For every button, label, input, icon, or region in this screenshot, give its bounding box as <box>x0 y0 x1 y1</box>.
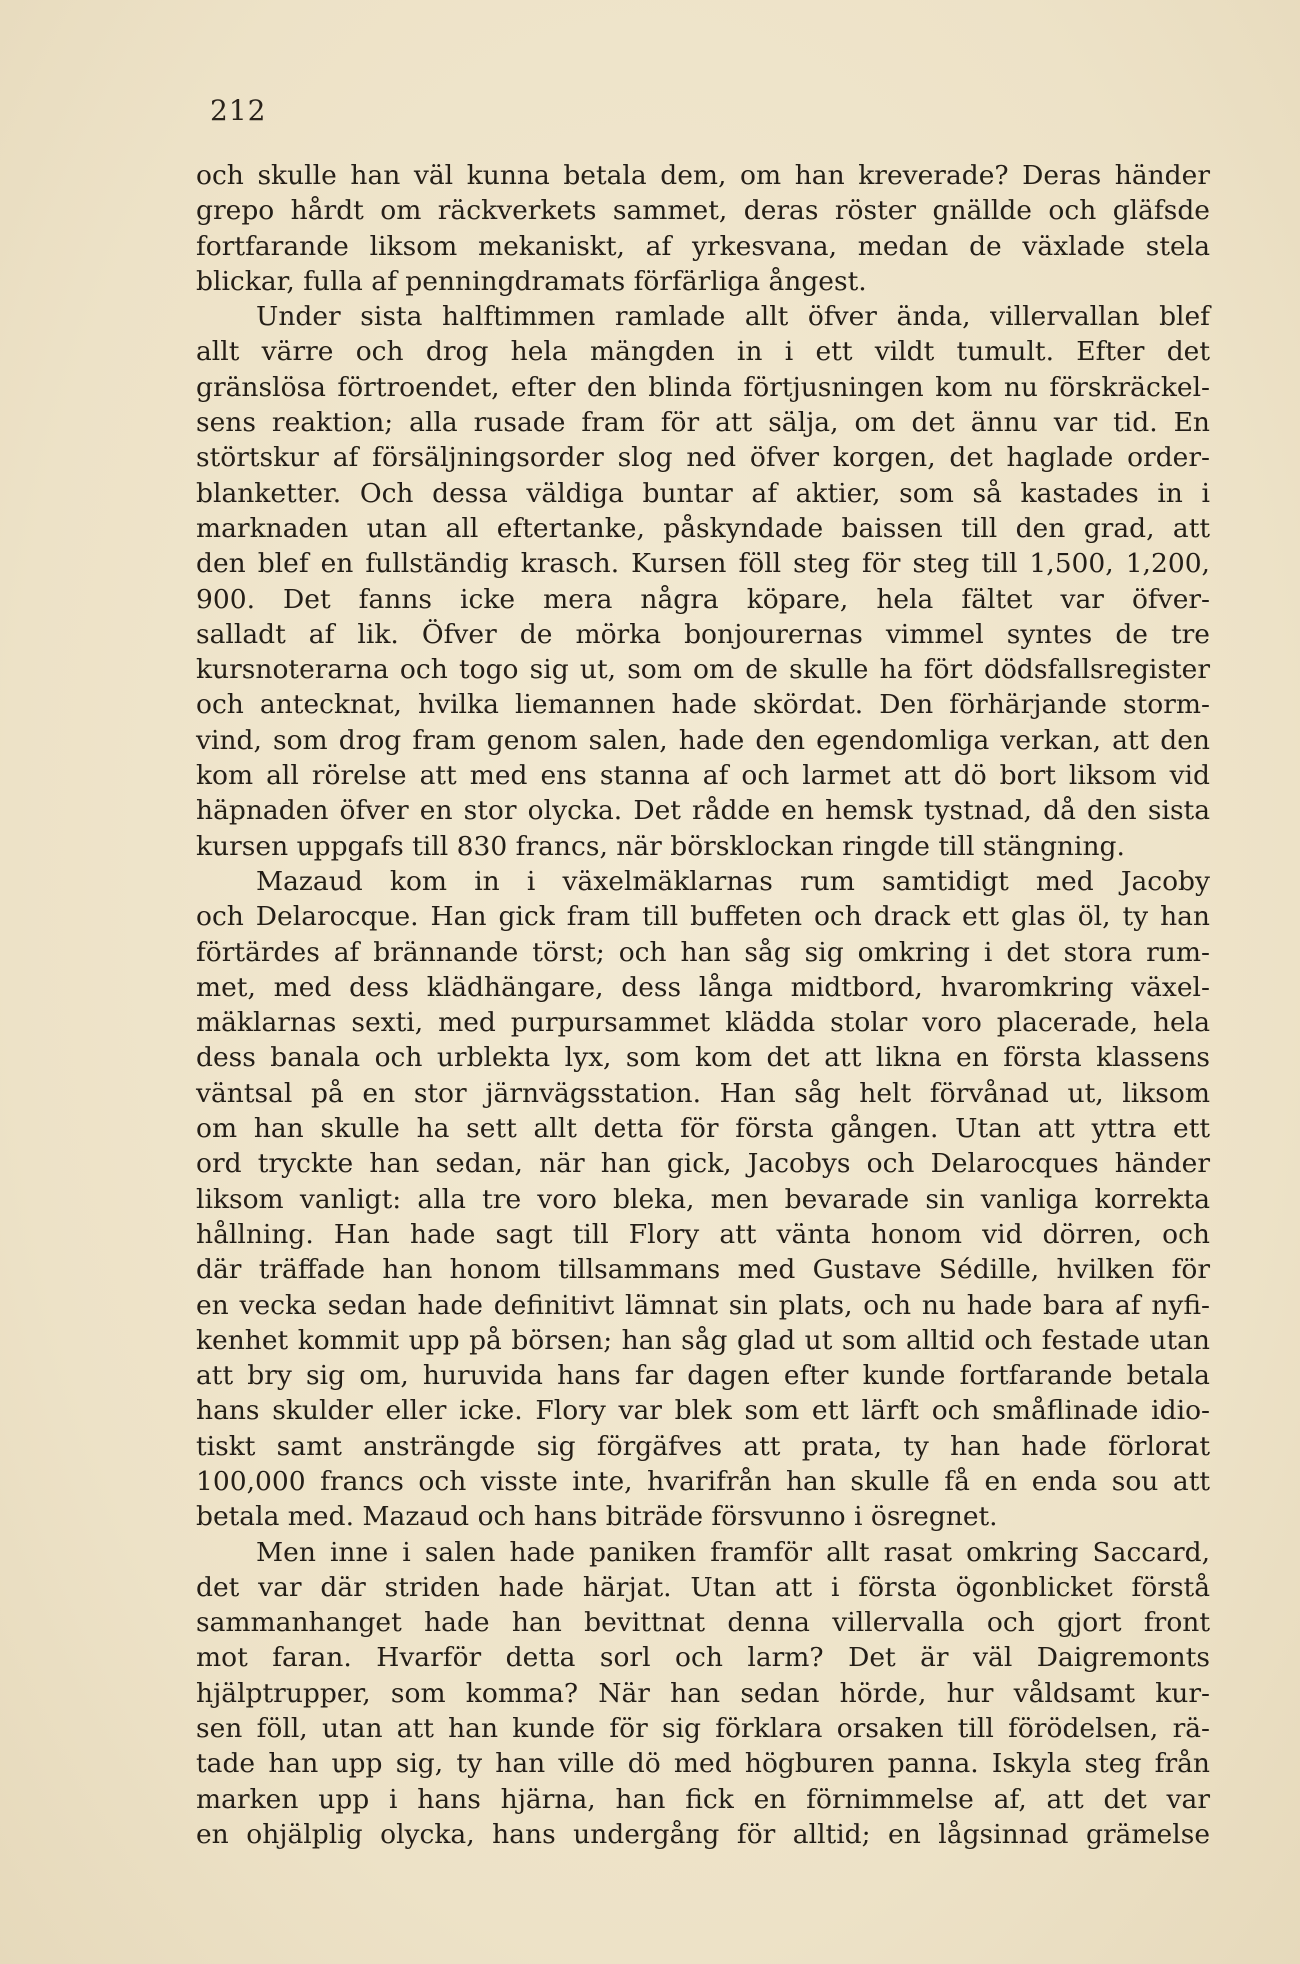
text-line: och Delarocque. Han gick fram till buffeten och drack ett glas öl, ty han <box>196 901 1210 933</box>
text-line: gränslösa förtroendet, efter den blinda förtjusningen kom nu förskräckel- <box>196 371 1210 403</box>
text-line: sens reaktion; alla rusade fram för att sälja, om det ännu var tid. En <box>196 407 1210 439</box>
text-line: mot faran. Hvarför detta sorl och larm? Det är väl Daigremonts <box>196 1642 1210 1674</box>
text-line: marken upp i hans hjärna, han fick en förnimmelse af, att det var <box>196 1783 1210 1815</box>
text-line: en vecka sedan hade definitivt lämnat sin plats, och nu hade bara af nyfi- <box>196 1289 1210 1321</box>
text-line: hållning. Han hade sagt till Flory att vänta honom vid dörren, och <box>196 1218 1210 1250</box>
text-line: grepo hårdt om räckverkets sammet, deras röster gnällde och gläfsde <box>196 195 1210 227</box>
page-number: 212 <box>210 94 267 127</box>
text-line: tade han upp sig, ty han ville dö med högburen panna. Iskyla steg från <box>196 1748 1210 1780</box>
text-line: blickar, fulla af penningdramats förfärliga ångest. <box>196 265 867 297</box>
text-line: en ohjälplig olycka, hans undergång för alltid; en lågsinnad grämelse <box>196 1818 1210 1850</box>
text-line: met, med dess klädhängare, dess långa midtbord, hvaromkring växel- <box>196 971 1210 1003</box>
text-line: salladt af lik. Öfver de mörka bonjourernas vimmel syntes de tre <box>196 618 1210 650</box>
text-line: förtärdes af brännande törst; och han såg sig omkring i det stora rum- <box>196 936 1210 968</box>
text-line: den blef en fullständig krasch. Kursen föll steg för steg till 1,500, 1,200, <box>196 548 1210 580</box>
text-line: Men inne i salen hade paniken framför allt rasat omkring Saccard, <box>256 1536 1210 1568</box>
text-line: kursen uppgafs till 830 francs, när börsklockan ringde till stängning. <box>196 830 1125 862</box>
text-line: Mazaud kom in i växelmäklarnas rum samtidigt med Jacoby <box>256 865 1210 897</box>
text-line: och skulle han väl kunna betala dem, om han kreverade? Deras händer <box>196 160 1210 191</box>
text-line: betala med. Mazaud och hans biträde försvunno i ösregnet. <box>196 1501 998 1533</box>
text-line: och antecknat, hvilka liemannen hade skördat. Den förhärjande storm- <box>196 689 1210 721</box>
text-line: väntsal på en stor järnvägsstation. Han såg helt förvånad ut, liksom <box>196 1077 1210 1109</box>
body-text <box>196 158 1210 1852</box>
text-line: där träffade han honom tillsammans med Gustave Sédille, hvilken för <box>196 1254 1210 1286</box>
text-line: sammanhanget hade han bevittnat denna villervalla och gjort front <box>196 1607 1210 1639</box>
text-line: vind, som drog fram genom salen, hade den egendomliga verkan, att den <box>196 724 1210 756</box>
text-line: det var där striden hade härjat. Utan att i första ögonblicket förstå <box>196 1571 1210 1603</box>
text-line: om han skulle ha sett allt detta för första gången. Utan att yttra ett <box>196 1113 1210 1145</box>
text-line: hjälptrupper, som komma? När han sedan hörde, hur våldsamt kur- <box>196 1677 1210 1709</box>
text-line: sen föll, utan att han kunde för sig förklara orsaken till förödelsen, rä- <box>196 1713 1210 1745</box>
text-line: liksom vanligt: alla tre voro bleka, men bevarade sin vanliga korrekta <box>196 1183 1210 1215</box>
text-line: kenhet kommit upp på börsen; han såg glad ut som alltid och festade utan <box>196 1324 1210 1356</box>
text-line: marknaden utan all eftertanke, påskyndade baissen till den grad, att <box>196 512 1210 544</box>
text-line: att bry sig om, huruvida hans far dagen efter kunde fortfarande betala <box>196 1360 1210 1392</box>
text-line: häpnaden öfver en stor olycka. Det rådde en hemsk tystnad, då den sista <box>196 795 1210 827</box>
text-line: blanketter. Och dessa väldiga buntar af aktier, som så kastades in i <box>196 477 1210 509</box>
text-line: tiskt samt ansträngde sig förgäfves att prata, ty han hade förlorat <box>196 1430 1210 1462</box>
text-line: störtskur af försäljningsorder slog ned öfver korgen, det haglade order- <box>196 442 1210 474</box>
text-line: mäklarnas sexti, med purpursammet klädda stolar voro placerade, hela <box>196 1007 1210 1039</box>
text-line: hans skulder eller icke. Flory var blek som ett lärft och småflinade idio- <box>196 1395 1210 1427</box>
text-line: kom all rörelse att med ens stanna af och larmet att dö bort liksom vid <box>196 760 1210 792</box>
text-line: dess banala och urblekta lyx, som kom det att likna en första klassens <box>196 1042 1210 1074</box>
text-line: 100,000 francs och visste inte, hvarifrån han skulle få en enda sou att <box>196 1465 1210 1497</box>
text-line: kursnoterarna och togo sig ut, som om de skulle ha fört dödsfallsregister <box>196 654 1210 686</box>
text-line: allt värre och drog hela mängden in i ett vildt tumult. Efter det <box>196 336 1210 368</box>
text-line: Under sista halftimmen ramlade allt öfver ända, villervallan blef <box>256 301 1210 333</box>
text-line: fortfarande liksom mekaniskt, af yrkesvana, medan de växlade stela <box>196 230 1210 262</box>
text-line: 900. Det fanns icke mera några köpare, hela fältet var öfver- <box>196 583 1210 615</box>
text-line: ord tryckte han sedan, när han gick, Jacobys och Delarocques händer <box>196 1148 1210 1180</box>
